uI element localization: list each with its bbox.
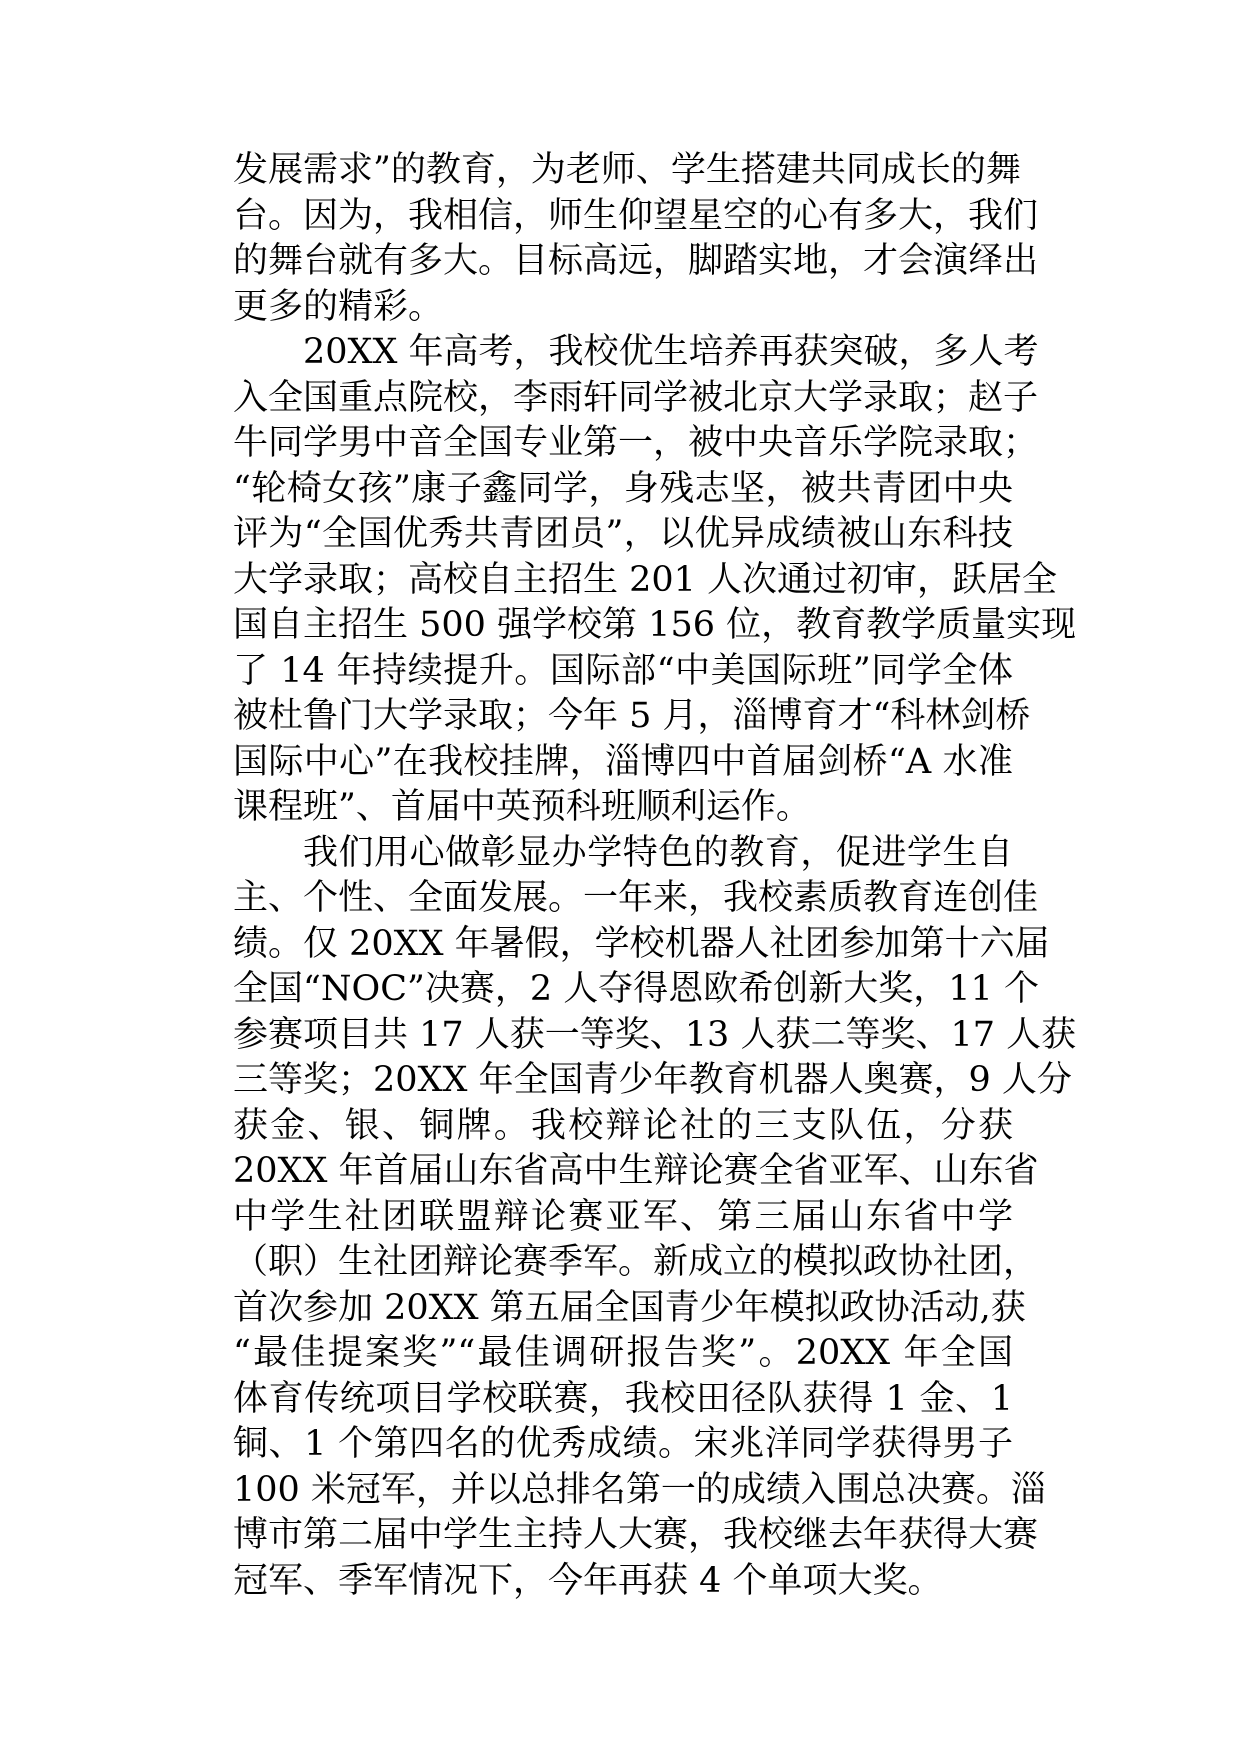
text-line: 课程班”、首届中英预科班顺利运作。 [233,787,811,827]
text-line: 中学生社团联盟辩论赛亚军、第三届山东省中学 [233,1196,1013,1237]
text-line: 100 米冠军，并以总排名第一的成绩入围总决赛。淄 [233,1469,1046,1510]
text-line: 铜、1 个第四名的优秀成绩。宋兆洋同学获得男子 [233,1424,1013,1464]
paragraph-2 [233,330,1077,831]
text-line: 20XX 年首届山东省高中生辩论赛全省亚军、山东省 [233,1151,1039,1191]
text-line: 参赛项目共 17 人获一等奖、13 人获二等奖、17 人获 [233,1014,1077,1055]
text-line: 绩。仅 20XX 年暑假，学校机器人社团参加第十六届 [233,923,1050,964]
text-line: “轮椅女孩”康子鑫同学，身残志坚，被共青团中央 [233,468,1013,509]
text-line: 评为“全国优秀共青团员”，以优异成绩被山东科技 [233,514,1013,554]
text-line: 主、个性、全面发展。一年来，我校素质教育连创佳 [233,878,1039,918]
text-line: 首次参加 20XX 第五届全国青少年模拟政协活动,获 [233,1287,1026,1328]
text-line: 国自主招生 500 强学校第 156 位，教育教学质量实现 [233,605,1077,645]
paragraph-1 [233,148,1039,330]
text-line: （职）生社团辩论赛季军。新成立的模拟政协社团， [233,1242,1039,1282]
text-line: 发展需求”的教育，为老师、学生搭建共同成长的舞 [233,150,1021,190]
text-line: 更多的精彩。 [233,286,444,327]
text-line: 国际中心”在我校挂牌，淄博四中首届剑桥“A 水准 [233,741,1013,782]
text-line: 台。因为，我相信，师生仰望星空的心有多大，我们 [233,195,1039,236]
text-line: 三等奖；20XX 年全国青少年教育机器人奥赛，9 人分 [233,1060,1072,1100]
text-line: 获金、银、铜牌。我校辩论社的三支队伍，分获 [233,1105,1013,1146]
text-line: 20XX 年高考，我校优生培养再获突破，多人考 [303,332,1039,372]
text-line: 我们用心做彰显办学特色的教育，促进学生自 [303,832,1013,873]
text-line: 全国“NOC”决赛，2 人夺得恩欧希创新大奖，11 个 [233,969,1039,1009]
text-line: 的舞台就有多大。目标高远，脚踏实地，才会演绎出 [233,241,1039,281]
text-line: “最佳提案奖”“最佳调研报告奖”。20XX 年全国 [233,1333,1013,1373]
text-line: 冠军、季军情况下，今年再获 4 个单项大奖。 [233,1560,943,1601]
text-line: 被杜鲁门大学录取；今年 5 月，淄博育才“科林剑桥 [233,696,1031,736]
body-text [233,148,1077,1604]
text-line: 体育传统项目学校联赛，我校田径队获得 1 金、1 [233,1378,1013,1419]
text-line: 大学录取；高校自主招生 201 人次通过初审，跃居全 [233,559,1058,600]
text-line: 了 14 年持续提升。国际部“中美国际班”同学全体 [233,650,1013,691]
text-line: 牛同学男中音全国专业第一，被中央音乐学院录取； [233,423,1039,463]
text-line: 博市第二届中学生主持人大赛，我校继去年获得大赛 [233,1515,1039,1555]
text-line: 入全国重点院校，李雨轩同学被北京大学录取；赵子 [233,377,1039,418]
paragraph-3 [233,831,1077,1605]
